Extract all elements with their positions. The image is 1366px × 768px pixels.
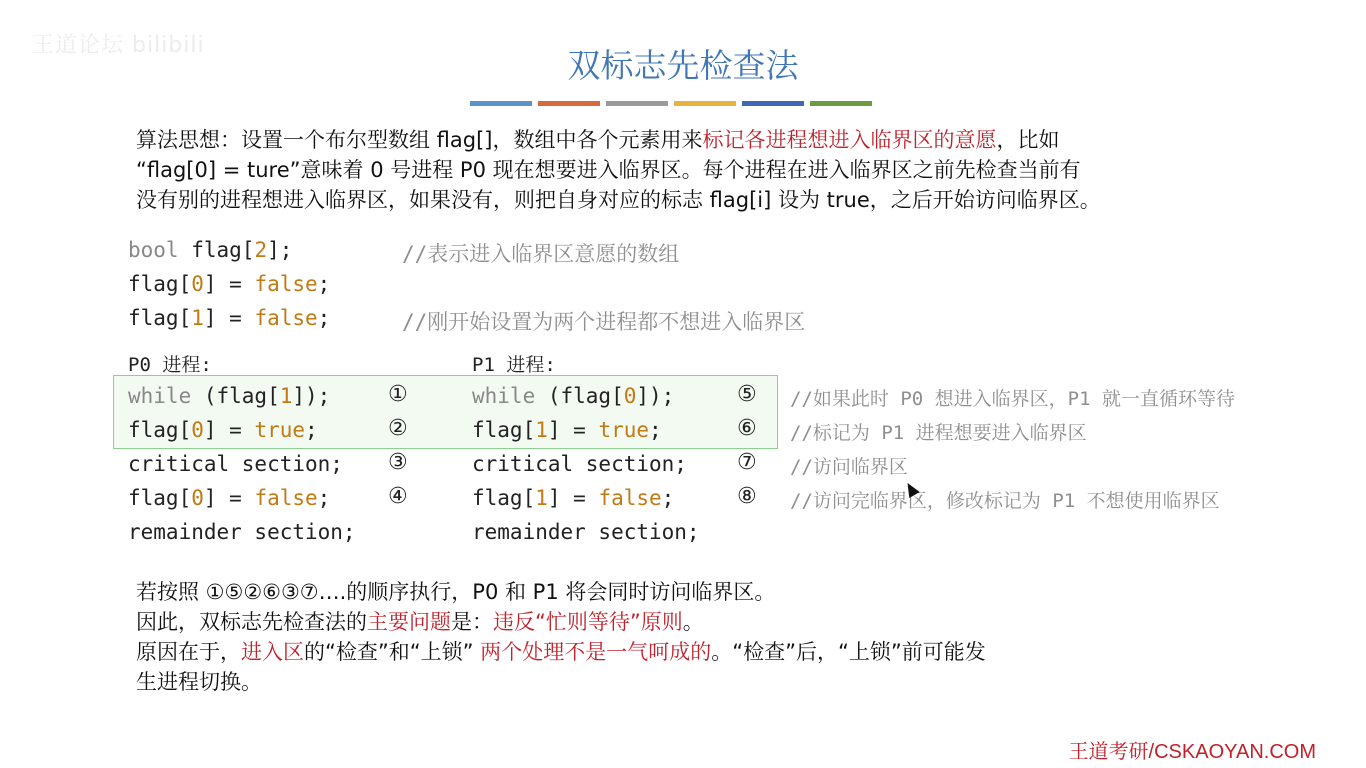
intro-highlight: 标记各进程想进入临界区的意愿 <box>702 128 997 152</box>
step-marker-8: ⑧ <box>737 484 757 509</box>
number: 0 <box>623 384 637 408</box>
p1-line-2 <box>472 418 662 442</box>
p0-line-3: critical section; <box>128 452 343 476</box>
slide-title: 双标志先检查法 <box>567 46 799 85</box>
decl-comment-1: //表示进入临界区意愿的数组 <box>402 242 680 266</box>
code-text: ] = <box>203 306 255 330</box>
p0-line-1 <box>128 384 330 408</box>
code-text: ] = <box>203 272 255 296</box>
color-bar <box>606 101 668 106</box>
code-text: ; <box>661 486 675 510</box>
intro-line-2: “flag[0] = ture”意味着 0 号进程 P0 现在想要进入临界区。每个进程在进入临界区之前先检查当前有 <box>136 158 1081 182</box>
step-marker-5: ⑤ <box>737 382 757 407</box>
code-text: flag[ <box>128 272 192 296</box>
decl-line-2 <box>128 272 330 296</box>
intro-text: 算法思想：设置一个布尔型数组 flag[]，数组中各个元素用来 <box>136 128 703 152</box>
number: 0 <box>191 486 204 510</box>
step-marker-2: ② <box>388 416 408 441</box>
step-marker-1: ① <box>388 382 408 407</box>
footer-brand: 王道考研/CSKAOYAN.COM <box>1068 741 1316 763</box>
conclusion-highlight: 进入区 <box>241 640 304 664</box>
code-text: flag[ <box>472 418 536 442</box>
code-text: flag[ <box>178 238 255 262</box>
conclusion-highlight: 两个处理不是一气呵成的 <box>480 640 712 664</box>
comment-line-3: //访问临界区 <box>790 456 908 478</box>
p1-line-1 <box>472 384 674 408</box>
color-bar <box>810 101 872 106</box>
bool-value: false <box>254 306 318 330</box>
conclusion-text: 原因在于， <box>136 640 241 664</box>
color-bar <box>674 101 736 106</box>
keyword: bool <box>128 238 179 262</box>
comment-line-2: //标记为 P1 进程想要进入临界区 <box>790 422 1087 444</box>
comment-line-1: //如果此时 P0 想进入临界区，P1 就一直循环等待 <box>790 388 1235 410</box>
intro-line-3: 没有别的进程想进入临界区，如果没有，则把自身对应的标志 flag[i] 设为 true，之后开始访问临界区。 <box>136 188 1101 212</box>
code-text: (flag[ <box>191 384 280 408</box>
p1-line-3: critical section; <box>472 452 687 476</box>
conclusion-text: 。 <box>682 610 704 634</box>
title-color-bars <box>470 101 878 106</box>
conclusion-highlight: 主要问题 <box>367 610 451 634</box>
conclusion-line-4: 生进程切换。 <box>136 670 262 694</box>
conclusion-text: 是： <box>451 610 493 634</box>
color-bar <box>538 101 600 106</box>
decl-comment-3: //刚开始设置为两个进程都不想进入临界区 <box>402 310 806 334</box>
code-text: flag[ <box>472 486 536 510</box>
comment-line-4: //访问完临界区，修改标记为 P1 不想使用临界区 <box>790 490 1220 512</box>
p0-line-4 <box>128 486 330 510</box>
code-text: ; <box>317 272 331 296</box>
code-text: ; <box>317 306 331 330</box>
code-text: flag[ <box>128 486 192 510</box>
code-text: flag[ <box>128 306 192 330</box>
step-marker-4: ④ <box>388 484 408 509</box>
step-marker-3: ③ <box>388 450 408 475</box>
bool-value: false <box>254 272 318 296</box>
conclusion-text: 。“检查”后，“上锁”前可能发 <box>711 640 986 664</box>
p1-header: P1 进程: <box>472 354 556 376</box>
number: 0 <box>191 418 204 442</box>
step-marker-6: ⑥ <box>737 416 757 441</box>
conclusion-line-1: 若按照 ①⑤②⑥③⑦….的顺序执行，P0 和 P1 将会同时访问临界区。 <box>136 580 776 604</box>
algorithm-idea <box>136 125 1296 215</box>
code-text: ; <box>317 486 331 510</box>
code-text: ] = <box>547 418 599 442</box>
code-text: ; <box>649 418 662 442</box>
p0-line-2 <box>128 418 318 442</box>
code-text: flag[ <box>128 418 192 442</box>
bool-value: false <box>254 486 318 510</box>
code-text: ] = <box>203 418 255 442</box>
step-marker-7: ⑦ <box>737 450 757 475</box>
color-bar <box>742 101 804 106</box>
p1-line-5: remainder section; <box>472 520 700 544</box>
code-text: ] = <box>547 486 599 510</box>
conclusion <box>136 577 1286 697</box>
number: 1 <box>535 486 548 510</box>
color-bar <box>470 101 532 106</box>
watermark: 王道论坛 bilibili <box>32 33 205 58</box>
number: 1 <box>191 306 204 330</box>
number: 1 <box>279 384 293 408</box>
number: 1 <box>535 418 548 442</box>
intro-text: ，比如 <box>996 128 1060 152</box>
bool-value: false <box>598 486 662 510</box>
conclusion-text: 的“检查”和“上锁” <box>304 640 481 664</box>
intro-line-1 <box>136 125 1296 155</box>
number: 0 <box>191 272 204 296</box>
p0-header: P0 进程: <box>128 354 212 376</box>
conclusion-line-2 <box>136 607 1286 637</box>
p0-line-5: remainder section; <box>128 520 356 544</box>
code-text: ] = <box>203 486 255 510</box>
conclusion-line-3 <box>136 637 1286 667</box>
code-text: (flag[ <box>535 384 624 408</box>
conclusion-text: 因此，双标志先检查法的 <box>136 610 367 634</box>
p1-line-4 <box>472 486 674 510</box>
bool-value: true <box>598 418 650 442</box>
code-text: ]; <box>267 238 293 262</box>
code-text: ]); <box>636 384 675 408</box>
keyword: while <box>472 384 536 408</box>
bool-value: true <box>254 418 306 442</box>
code-text: ; <box>305 418 318 442</box>
keyword: while <box>128 384 192 408</box>
number: 2 <box>254 238 268 262</box>
conclusion-highlight: 违反“忙则等待”原则 <box>493 610 683 634</box>
code-text: ]); <box>292 384 331 408</box>
decl-line-1 <box>128 238 292 262</box>
decl-line-3 <box>128 306 330 330</box>
